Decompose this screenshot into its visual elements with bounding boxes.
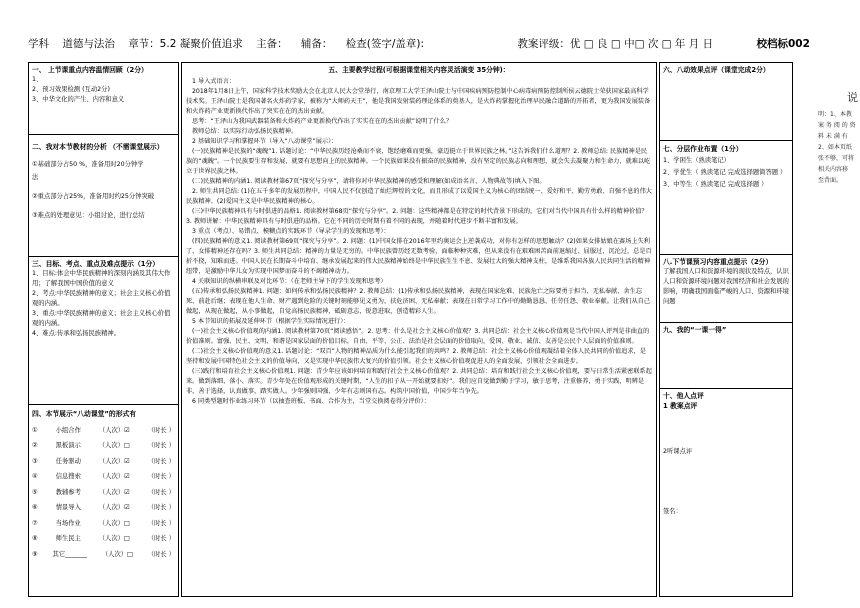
process-paragraph: (二)社会主义核心价值观的意义1. 话题讨论：“双百”人物的精神品质为什么能引起我们的共鸣？2. 教师总结：社会主义核心价值观凝结着全体人民共同的价值追求，是坚持和发展中国特色社会主义的价值导向，又是实现中华民族伟大复兴的价值引领。社会主义核心价值观促进人的全面发展，引领社会全面进步。 xyxy=(186,348,646,365)
activity-name: 教辅参考 xyxy=(55,488,81,496)
homework-item: 3、中等生（ 熟读笔记 完成选择题 ） xyxy=(663,181,768,188)
side-note-line: 料 未 满 有 xyxy=(818,133,848,140)
process-paragraph: 5 本节知识的拓展及延伸环节（根据学生实际情况进行）： xyxy=(192,318,350,325)
process-paragraph: 3 重点（考点）、易错点、模糊点的实践环节（导录学生的发现和思考）： xyxy=(192,228,390,235)
side-note-line: 2、如本页纸 xyxy=(818,144,852,151)
analysis-item: ②重点部分占25%，准备用时约25分钟突破 xyxy=(32,193,155,200)
activity-row xyxy=(32,485,175,501)
side-note-title: 说 xyxy=(847,91,858,104)
gain-section xyxy=(660,323,792,389)
activity-name: 小组合作 xyxy=(55,426,81,434)
process-paragraph: (三)践行和培育社会主义核心价值观1. 问题：青少年应该如何培育和践行社会主义核心价值观？2. 共同总结：培育和践行社会主义核心价值观，要与日常生活紧密联系起来。做到落细、落小、落实。青少年处在价值观形成的关键时期，“人生的扣子从一开始就要扣好”。我们应自觉做到勤于学习，敏于思考，注重修养，勇于实践，明辨是非，善于选择，认真做事，踏实做人。少年强则国强，少年有志则国有志。构筑中国价值，中国少年当争先。 xyxy=(186,368,652,395)
activity-name: 当场作业 xyxy=(55,519,81,527)
objective-item: 2、考点:中华民族精神的意义；社会主义核心价值观的内涵。 xyxy=(32,290,171,307)
activity-row xyxy=(32,516,175,532)
activity-no: ⑧ xyxy=(32,535,38,542)
activity-time: （时长 ） xyxy=(147,473,175,480)
activity-time: （时长 ） xyxy=(147,504,175,511)
activity-time: （时长 ） xyxy=(147,442,175,449)
activity-row xyxy=(32,423,175,439)
review-item: 2、预习效果检测 (互动2分) xyxy=(32,86,110,93)
objective-item: 3、重点:中华民族精神的意义；社会主义核心价值观的内涵。 xyxy=(32,310,171,327)
analysis-item: ①基础部分占50 %，准备用时20分钟学 xyxy=(32,161,144,168)
process-paragraph: 1 导入式语言： xyxy=(192,78,236,85)
activity-time: （时长 ） xyxy=(147,519,175,527)
activity-time: （时长 ） xyxy=(147,426,175,434)
activity-row xyxy=(32,438,175,454)
side-note xyxy=(818,92,858,186)
process-paragraph: 教师总结：以实际行动弘扬民族精神。 xyxy=(192,128,298,135)
homework-item: 1、学困生（熟读笔记） xyxy=(663,157,730,164)
activity-time: （时长 ） xyxy=(147,550,175,558)
process-paragraph: 思考：“王泽山为我国武器装备和火炸药产业更新换代作出了实实在在的杰出贡献”说明了什么？ xyxy=(192,118,453,125)
effect-review-title: 六、八动效果点评（课堂完成2分） xyxy=(663,66,770,74)
activities-section xyxy=(29,405,178,596)
preview-section xyxy=(660,255,792,323)
document-header xyxy=(28,36,810,51)
objective-item: 4、难点:传承和弘扬民族精神。 xyxy=(32,330,120,337)
signature-label: 签名： xyxy=(663,508,682,515)
lead-author-label: 主备： xyxy=(256,38,288,50)
objective-item: 1、目标:体会中华民族精神的深刻内涵及其伟大作用；了解我国中国价值的意义 xyxy=(32,270,171,287)
activity-no: ① xyxy=(32,426,38,434)
activity-no: ② xyxy=(32,442,38,449)
activity-name: 情景导入 xyxy=(55,504,81,511)
activity-row xyxy=(32,454,175,470)
activity-checkbox[interactable]: （人次）□ xyxy=(98,519,130,527)
archive-code: 校档标002 xyxy=(756,38,810,50)
activity-name: 师生民主 xyxy=(55,535,81,542)
activity-time: （时长 ） xyxy=(147,535,175,542)
activity-checkbox[interactable]: （人次）□ xyxy=(98,535,130,542)
process-paragraph: 6 同类型题时作业练习环节（以抽查班板、书面、合作为主，当堂交换阅卷得分评价）： xyxy=(192,398,430,405)
activity-no: ④ xyxy=(32,473,38,480)
activity-checkbox[interactable]: （人次）☑ xyxy=(98,488,130,496)
activity-row xyxy=(32,500,175,516)
process-paragraph: (三)中华民族精神具有与时俱进的品格1. 阅读教材第68页“探究与分享”。2. 问题：这些精神都是在特定的时代背景下形成的，它们对当代中国具有什么样的精神价值？3. 教师讲解：中华民族精神具有与时俱进的品格。它在不同的历史时期有着不同的表现，并随着时代进步不断丰富和发展。 xyxy=(186,208,648,225)
side-note-line: 案 务 阅 的 资 xyxy=(818,122,856,129)
activity-checkbox[interactable]: （人次）☑ xyxy=(98,504,130,511)
activity-row xyxy=(32,547,175,563)
teaching-process-column xyxy=(181,62,657,597)
activity-checkbox[interactable]: （人次）□ xyxy=(101,550,133,558)
process-paragraph: 4 关联知识的纵横串联及对比环节：（在老师主导下的学生发现和思考） xyxy=(192,278,387,285)
subject-label: 学科 xyxy=(28,38,49,50)
review-title: 一、 上节课重点内容温情回顾（2分） xyxy=(32,66,148,74)
activity-checkbox[interactable]: （人次）☑ xyxy=(98,473,130,480)
review-item: 1、 xyxy=(32,76,43,83)
objectives-title: 三、目标、考点、重点及难点提示（1分） xyxy=(32,260,160,268)
analysis-section xyxy=(29,135,178,257)
process-paragraph: 2. 师生共同总结: (1)在五千多年的发展历程中，中国人民不仅创造了灿烂辉煌的文化，而且形成了以爱国主义为核心的团结统一、爱好和平、勤劳勇敢、自强不息的伟大民族精神。(2)爱国主义是中华民族精神的核心。 xyxy=(186,188,652,205)
process-paragraph: (五)传承和弘扬民族精神1. 问题：如何传承和弘扬民族精神？2. 教师总结：(1)传承和弘扬民族精神，表现在国家危难、民族危亡之际要勇于担当、无私奉献、舍生忘死、前赴后继；表现在他人生命、财产遇到危险的关键时刻能够见义勇为，扶危济困、无私奉献；表现在日常学习工作中的勤勤恳恳、任劳任怨、敬业奉献。让我们从自己做起，从现在做起，从小事做起，自觉高扬民族精神，砥砺意志，锐意进取，创造精彩人生。 xyxy=(186,288,651,315)
activity-no: ⑨ xyxy=(32,550,38,558)
activity-no: ⑤ xyxy=(32,488,38,496)
process-paragraph: (一)民族精神是民族的“魂魄”1. 话题讨论：“中华民族历经沧桑而不衰，饱经磨难而更强，豪迈挺立于世界民族之林。”这告诉我们什么道理？2. 教师总结: 民族精神是民族的“魂魄”。一个民族要生存和发展，就要有思想向上的民族精神。一个民族如果没有振奋的民族精神，没有坚定的民族志向和理想，就会失去凝聚力和生命力，就难以屹立于世界民族之林。 xyxy=(186,148,651,175)
activity-checkbox[interactable]: （人次）□ xyxy=(98,442,130,449)
activity-time: （时长 ） xyxy=(147,457,175,465)
activity-row xyxy=(32,531,175,547)
activity-time: （时长 ） xyxy=(147,488,175,496)
homework-title: 七、分层作业布置（1分） xyxy=(663,145,743,153)
teaching-process-title: 五、主要教学过程(可根据课堂相关内容灵活演变 35分钟)： xyxy=(328,66,510,74)
activity-row xyxy=(32,469,175,485)
preview-title: 八.下节课预习内容重点提示（2分） xyxy=(663,258,773,266)
activity-checkbox[interactable]: （人次）☑ xyxy=(98,426,130,434)
course-name: 道德与法治 xyxy=(62,38,115,50)
activity-no: ③ xyxy=(32,457,38,465)
analysis-item: ③难点的处理意见：小组讨论，进行总结 xyxy=(32,212,145,219)
analysis-item: 法 xyxy=(32,174,39,181)
process-paragraph: (一)社会主义核心价值观的内涵1. 阅读教材第70页“阅读感悟”。2. 思考：什么是社会主义核心价值观？3. 共同总结：社会主义核心价值观是当代中国人评判是非曲直的价值准则。富强、民主、文明、和谐是国家层面的价值目标，自由、平等、公正、法治是社会层面的价值取向，爱国、敬业、诚信、友善是公民个人层面的价值准则。 xyxy=(186,328,650,345)
side-note-line: 至背面。 xyxy=(818,177,843,184)
side-note-line: 明：1、本教 xyxy=(818,111,852,118)
process-paragraph: (二)民族精神的内涵1. 阅读教材第67页“探究与分享”，请将你对中华民族精神的感受和理解(如成语名言、人物典故等)填入下图。 xyxy=(192,178,546,185)
side-note-line: 张不够，可将 xyxy=(818,155,855,162)
objectives-section xyxy=(29,257,178,405)
assist-author-label: 辅备： xyxy=(300,38,333,50)
review-item: 3、中华文化的产生、内容和意义 xyxy=(32,96,125,103)
activity-name: 任务驱动 xyxy=(55,457,81,465)
lecture-review-label: 2听课点评 xyxy=(663,448,693,455)
side-note-line: 相关内容移 xyxy=(818,166,849,173)
activities-title: 四、本节展示“八动课堂”的形式有 xyxy=(32,410,137,418)
process-paragraph: 2018年1月8日上午，国家科学技术奖励大会在北京人民大会堂举行，南京理工大学王泽山院士与中国疾病预防控制中心病毒病预防控制所侯云德院士荣获国家最高科学技术奖。王泽山院士是我国著名火炸药学家，被称为“大师药天王”，他是我国发射装药理论体系的奠基人，是火炸药掌握化治理早民融合道路的开拓者，更为我国发展装备和火炸药产业更新换代作出了突实在在的杰出贡献。 xyxy=(186,88,651,115)
preview-text: 了解我国人口和资源环境的现状及特点，认识人口和资源环境问题对我国经济和社会发展的影响，明确我国面临严峻的人口、资源和环境问题 xyxy=(663,268,789,305)
activity-no: ⑥ xyxy=(32,504,38,511)
grade-rating: 教案评级：优 □ 良 □ 中□ 次 □ 年 月 日 xyxy=(517,38,714,50)
effect-review-section xyxy=(660,63,792,141)
review-section xyxy=(29,63,178,135)
peer-review-section xyxy=(660,389,792,596)
check-signature-label: 检查(签字/盖章): xyxy=(345,38,425,50)
plan-review-label: 1 教案点评 xyxy=(663,402,698,410)
analysis-title: 二、我对本节教材的分析 （不需课堂展示） xyxy=(32,143,164,151)
process-paragraph: (四)民族精神的意义1. 阅读教材第69页“探究与分享”。2. 问题：(1)中国女排在2016年里约奥运会上逆袭成功，对你有怎样的思想触动？(2)如果女排姑娘在赛场上失利了，女排精神还存在吗？3. 师生共同总结：精神的力量是无穷的。中华民族曾历经无数考验，面临种种灾难，但从来没有在艰难困苦面前退缩过、屈服过、沉沦过，总是百折不挠，知难而进。中国人民在长期奋斗中培育、继承发展起来的伟大民族精神始终是中华民族生生不息、发展壮大的强大精神支柱，是维系我国各族人民共同生活的精神纽带，是激励中华儿女为实现中国梦而奋斗的不竭精神动力。 xyxy=(186,238,652,275)
process-paragraph: 2 基础知识学习和掌握环节（导入“八动课堂”展示）： xyxy=(192,138,338,145)
activity-name: 黑板演示 xyxy=(55,442,81,449)
activity-checkbox[interactable]: （人次）☑ xyxy=(98,457,130,465)
activity-no: ⑦ xyxy=(32,519,38,527)
homework-item: 2、学优生（ 熟读笔记 完成选择题简答题 ） xyxy=(663,169,787,176)
gain-title: 九、我的“一课一得” xyxy=(663,326,727,334)
activity-name: 其它_______ xyxy=(52,550,88,558)
peer-review-title: 十、他人点评 xyxy=(663,392,704,400)
chapter-label: 章节：5.2 凝聚价值追求 xyxy=(128,38,243,50)
homework-section xyxy=(660,141,792,255)
activity-name: 信息搜索 xyxy=(55,473,81,480)
right-column xyxy=(659,62,793,597)
left-column xyxy=(28,62,179,597)
